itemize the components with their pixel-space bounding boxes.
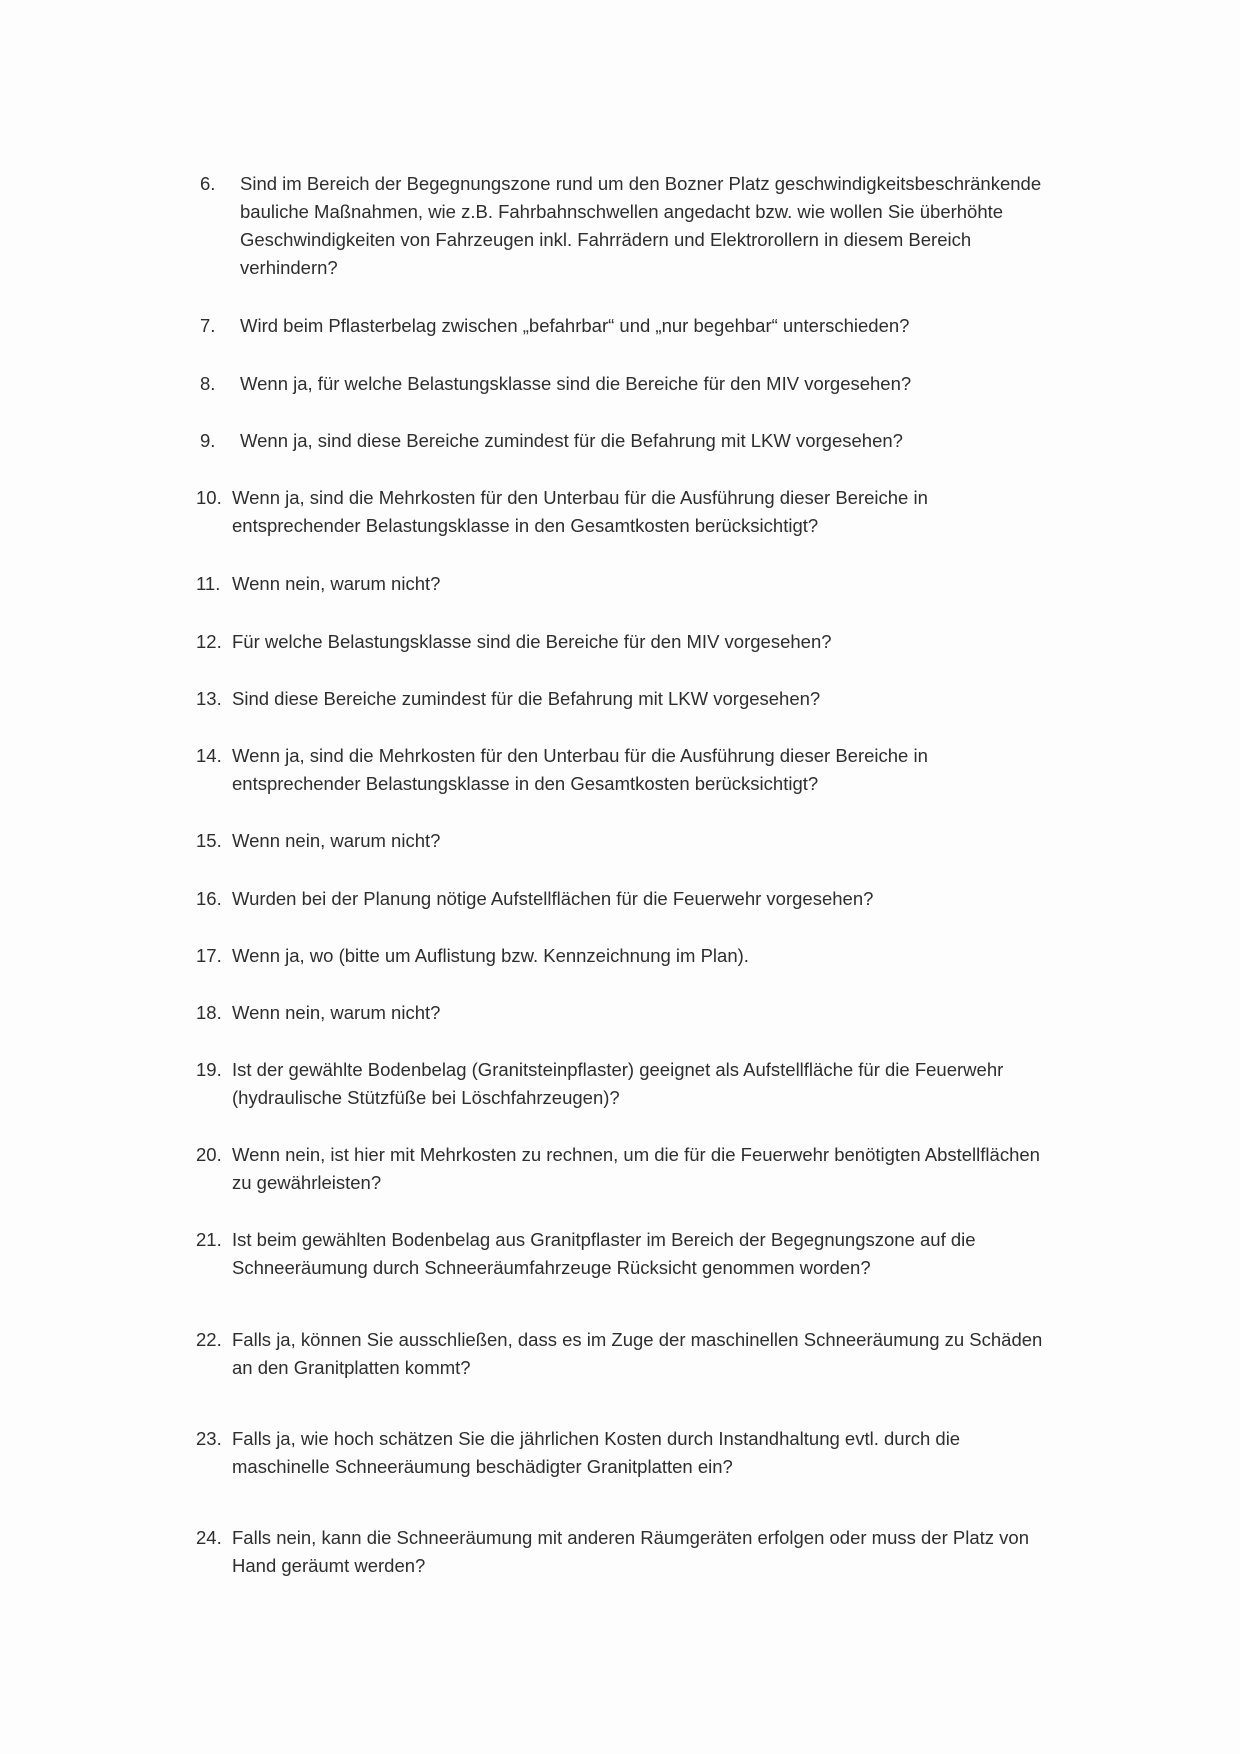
- question-text: Wenn ja, wo (bitte um Auflistung bzw. Kennzeichnung im Plan).: [232, 945, 749, 966]
- question-14: [196, 742, 1056, 798]
- question-text: Sind im Bereich der Begegnungszone rund um den Bozner Platz geschwindigkeitsbeschränkende bauliche Maßnahmen, wie z.B. Fahrbahnschwellen angedacht bzw. wie wollen Sie überhöhte Geschwindigkeiten von Fahrzeugen inkl. Fahrrädern und Elektrorollern in diesem Bereich verhindern?: [240, 173, 1042, 278]
- question-number: 14.: [196, 745, 222, 766]
- question-text: Wenn ja, sind die Mehrkosten für den Unterbau für die Ausführung dieser Bereiche in entsprechender Belastungsklasse in den Gesamtkosten berücksichtigt?: [232, 487, 928, 536]
- question-text: Wurden bei der Planung nötige Aufstellflächen für die Feuerwehr vorgesehen?: [232, 888, 874, 909]
- question-number: 21.: [196, 1229, 222, 1250]
- question-21: [196, 1226, 1056, 1282]
- question-8: [200, 370, 1060, 398]
- question-number: 7.: [200, 315, 216, 336]
- question-number: 13.: [196, 688, 222, 709]
- question-text: Ist der gewählte Bodenbelag (Granitsteinpflaster) geeignet als Aufstellfläche für die Feuerwehr (hydraulische Stützfüße bei Löschfahrzeugen)?: [232, 1059, 1004, 1108]
- question-number: 19.: [196, 1059, 222, 1080]
- question-text: Wenn ja, sind diese Bereiche zumindest für die Befahrung mit LKW vorgesehen?: [240, 430, 903, 451]
- question-number: 23.: [196, 1428, 222, 1449]
- question-13: [196, 685, 1056, 713]
- question-text: Wenn nein, warum nicht?: [232, 1002, 441, 1023]
- question-text: Wenn ja, für welche Belastungsklasse sind die Bereiche für den MIV vorgesehen?: [240, 373, 912, 394]
- question-text: Sind diese Bereiche zumindest für die Befahrung mit LKW vorgesehen?: [232, 688, 821, 709]
- question-number: 24.: [196, 1527, 222, 1548]
- question-number: 17.: [196, 945, 222, 966]
- question-text: Wenn nein, ist hier mit Mehrkosten zu rechnen, um die für die Feuerwehr benötigten Abstellflächen zu gewährleisten?: [232, 1144, 1040, 1193]
- question-number: 15.: [196, 830, 222, 851]
- question-number: 12.: [196, 631, 222, 652]
- question-number: 16.: [196, 888, 222, 909]
- question-number: 9.: [200, 430, 216, 451]
- question-19: [196, 1056, 1056, 1112]
- question-number: 6.: [200, 173, 216, 194]
- question-text: Wenn nein, warum nicht?: [232, 573, 441, 594]
- question-18: [196, 999, 1056, 1027]
- question-text: Falls ja, wie hoch schätzen Sie die jährlichen Kosten durch Instandhaltung evtl. durch die maschinelle Schneeräumung beschädigter Granitplatten ein?: [232, 1428, 961, 1477]
- question-number: 11.: [196, 573, 221, 594]
- question-22: [196, 1326, 1056, 1382]
- question-12: [196, 628, 1056, 656]
- question-text: Falls ja, können Sie ausschließen, dass es im Zuge der maschinellen Schneeräumung zu Schäden an den Granitplatten kommt?: [232, 1329, 1043, 1378]
- question-text: Für welche Belastungsklasse sind die Bereiche für den MIV vorgesehen?: [232, 631, 832, 652]
- question-17: [196, 942, 1056, 970]
- question-text: Falls nein, kann die Schneeräumung mit anderen Räumgeräten erfolgen oder muss der Platz von Hand geräumt werden?: [232, 1527, 1029, 1576]
- question-20: [196, 1141, 1056, 1197]
- question-text: Ist beim gewählten Bodenbelag aus Granitpflaster im Bereich der Begegnungszone auf die Schneeräumung durch Schneeräumfahrzeuge Rücksicht genommen worden?: [232, 1229, 976, 1278]
- question-10: [196, 484, 1056, 540]
- question-text: Wenn ja, sind die Mehrkosten für den Unterbau für die Ausführung dieser Bereiche in entsprechender Belastungsklasse in den Gesamtkosten berücksichtigt?: [232, 745, 928, 794]
- question-9: [200, 427, 1060, 455]
- question-text: Wenn nein, warum nicht?: [232, 830, 441, 851]
- question-16: [196, 885, 1056, 913]
- question-text: Wird beim Pflasterbelag zwischen „befahrbar“ und „nur begehbar“ unterschieden?: [240, 315, 910, 336]
- question-7: [200, 312, 1060, 340]
- question-15: [196, 827, 1056, 855]
- question-number: 8.: [200, 373, 216, 394]
- question-23: [196, 1425, 1056, 1481]
- question-number: 22.: [196, 1329, 222, 1350]
- question-6: [200, 170, 1060, 282]
- question-24: [196, 1524, 1056, 1580]
- question-number: 10.: [196, 487, 222, 508]
- question-number: 18.: [196, 1002, 222, 1023]
- question-11: [196, 570, 1056, 598]
- question-number: 20.: [196, 1144, 222, 1165]
